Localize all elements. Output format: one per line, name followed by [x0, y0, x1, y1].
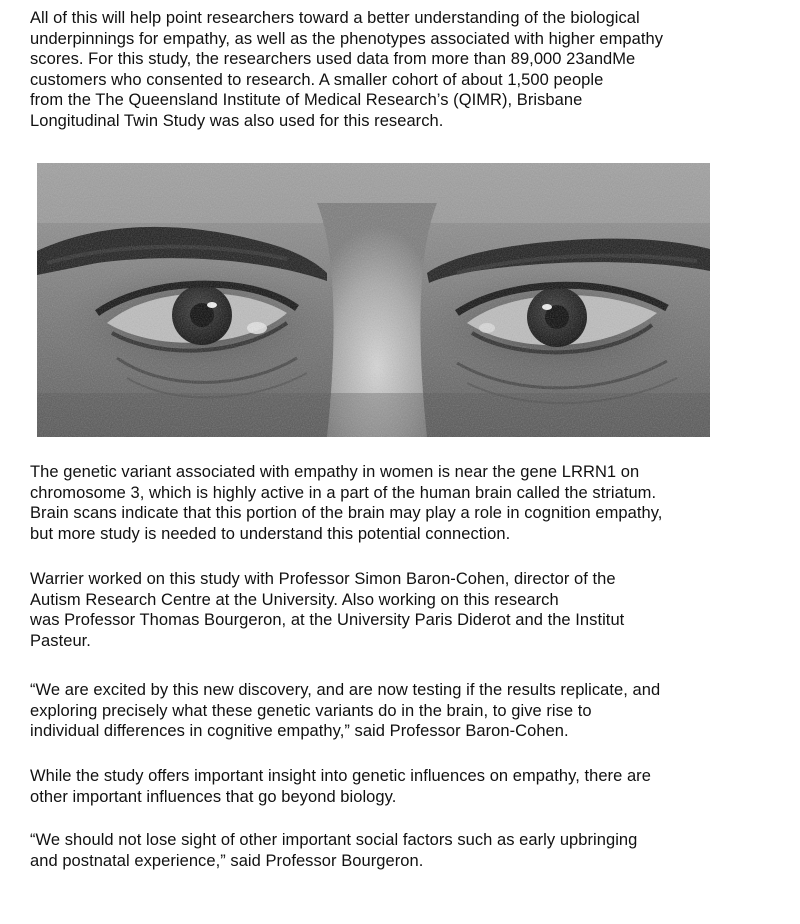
text-line: underpinnings for empathy, as well as the phenotypes associated with higher empathy — [30, 29, 664, 48]
text-line: Pasteur. — [30, 631, 91, 650]
paragraph-genetic-variant — [30, 462, 770, 544]
text-line: Brain scans indicate that this portion of the brain may play a role in cognition empathy, — [30, 504, 663, 523]
text-line: and postnatal experience,” said Professor Bourgeron. — [30, 851, 424, 870]
paragraph-bourgeron-quote — [30, 830, 770, 871]
text-line: exploring precisely what these genetic variants do in the brain, to give rise to — [30, 701, 592, 720]
eyes-photo — [37, 163, 710, 437]
text-line: chromosome 3, which is highly active in a part of the human brain called the striatum. — [30, 483, 657, 502]
text-line: but more study is needed to understand this potential connection. — [30, 524, 511, 543]
text-line: scores. For this study, the researchers used data from more than 89,000 23andMe — [30, 50, 636, 69]
text-line: individual differences in cognitive empathy,” said Professor Baron-Cohen. — [30, 722, 569, 741]
text-line: from the The Queensland Institute of Medical Research’s (QIMR), Brisbane — [30, 91, 583, 110]
text-line: other important influences that go beyond biology. — [30, 787, 397, 806]
text-line: customers who consented to research. A smaller cohort of about 1,500 people — [30, 70, 604, 89]
text-line: Autism Research Centre at the University. Also working on this research — [30, 590, 559, 609]
text-line: All of this will help point researchers toward a better understanding of the biological — [30, 9, 640, 27]
text-line: Longitudinal Twin Study was also used for this research. — [30, 111, 444, 130]
paragraph-other-influences — [30, 766, 770, 807]
text-line: Warrier worked on this study with Professor Simon Baron-Cohen, director of the — [30, 570, 616, 588]
text-line: The genetic variant associated with empathy in women is near the gene LRRN1 on — [30, 463, 640, 481]
paragraph-study-overview — [30, 8, 770, 132]
paragraph-collaborators — [30, 569, 770, 651]
text-line: While the study offers important insight into genetic influences on empathy, there are — [30, 767, 651, 785]
text-line: was Professor Thomas Bourgeron, at the University Paris Diderot and the Institut — [30, 611, 625, 630]
text-line: “We should not lose sight of other important social factors such as early upbringing — [30, 831, 638, 849]
text-line: “We are excited by this new discovery, and are now testing if the results replicate, and — [30, 681, 661, 699]
paragraph-baron-cohen-quote — [30, 680, 770, 742]
